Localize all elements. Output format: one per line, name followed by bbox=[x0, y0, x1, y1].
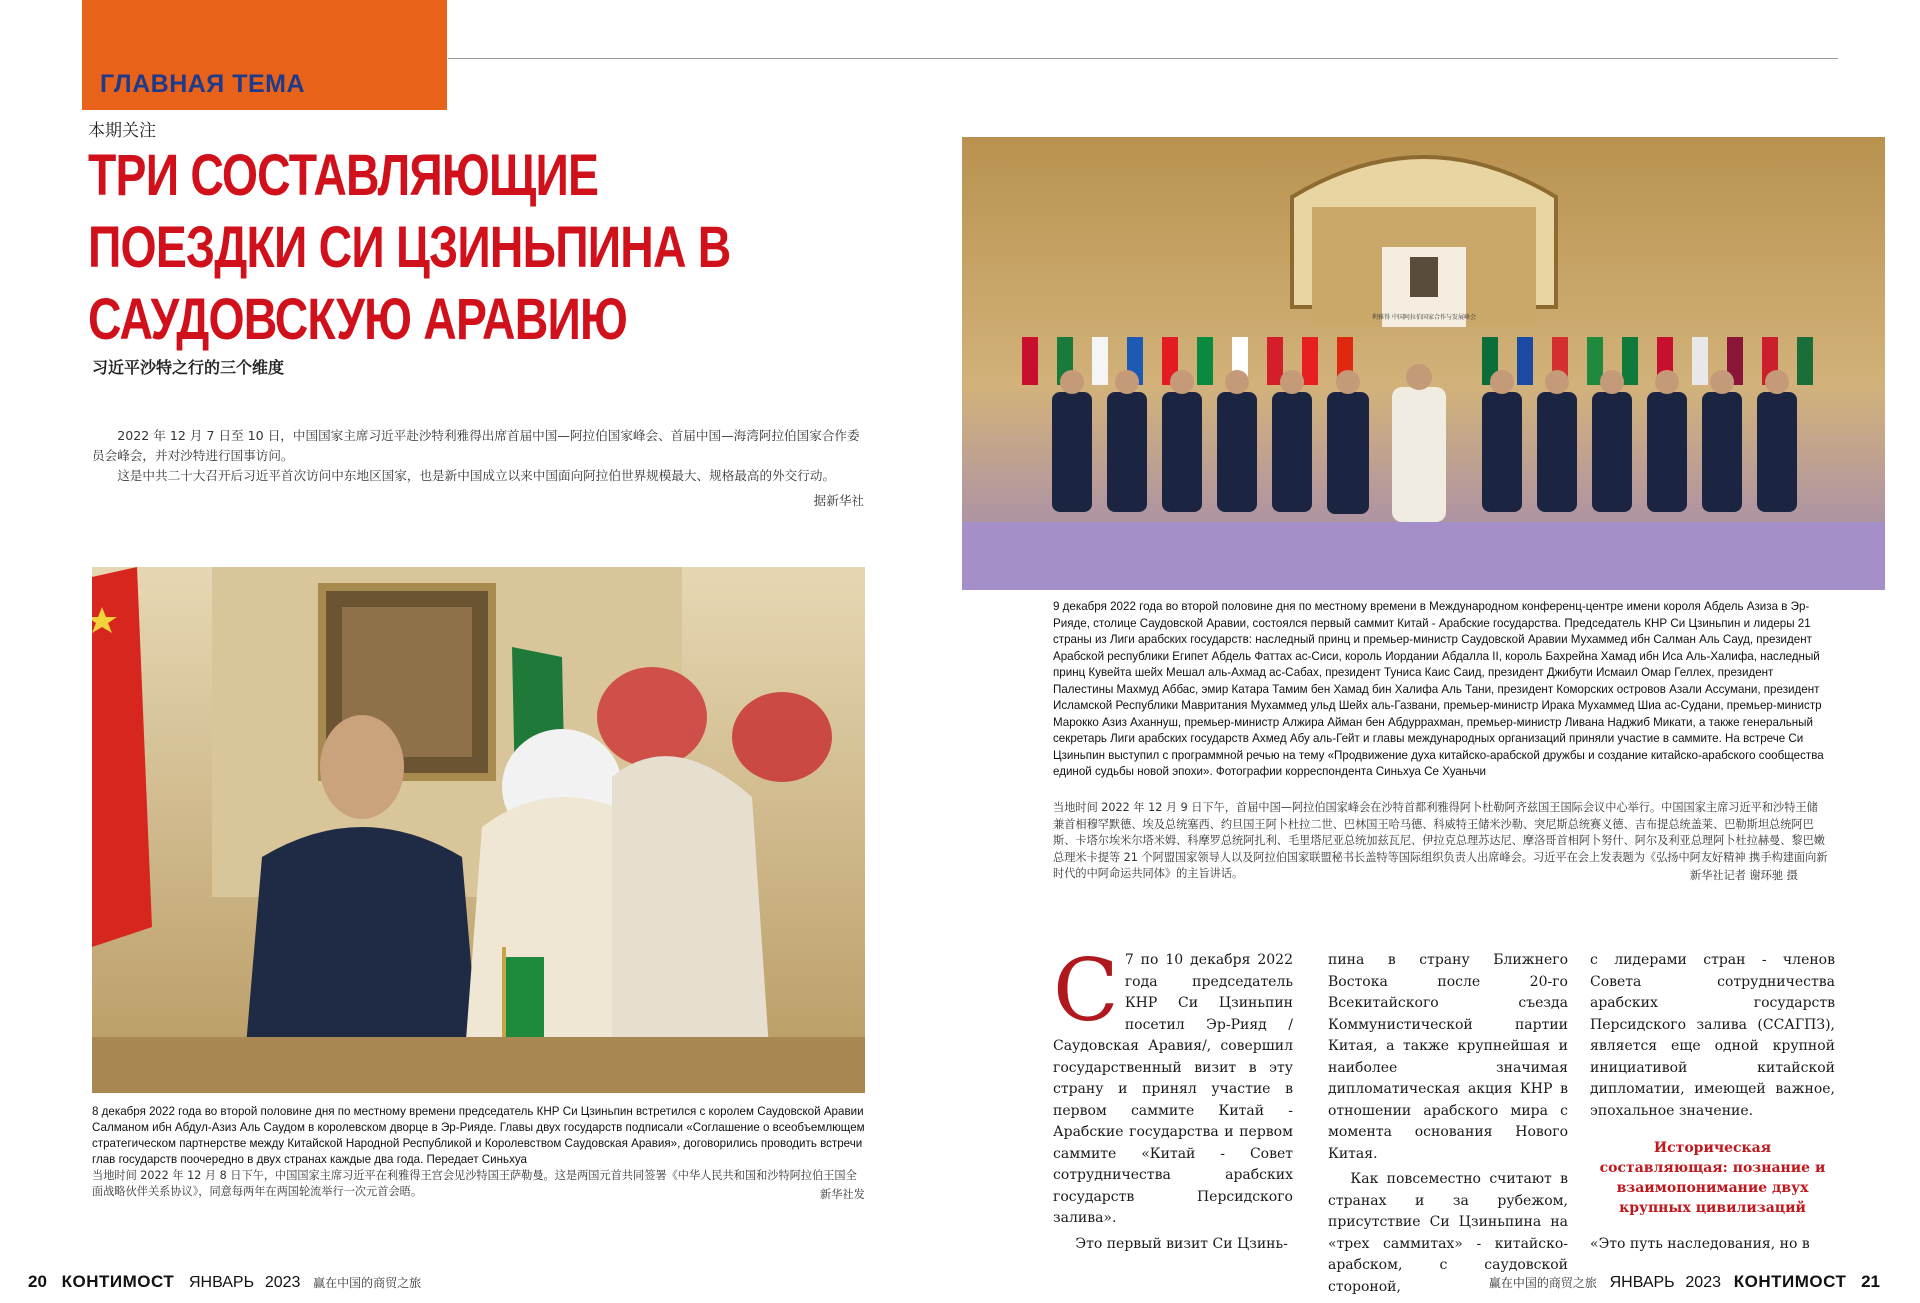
magazine-brand: КОНТИМОСТ bbox=[1733, 1272, 1847, 1291]
issue-year: 2023 bbox=[1685, 1274, 1721, 1291]
issue-month: ЯНВАРЬ bbox=[189, 1274, 255, 1291]
page-number: 21 bbox=[1861, 1272, 1880, 1291]
body-column-3 bbox=[1590, 950, 1835, 1256]
photo-left-caption-zh: 当地时间 2022 年 12 月 8 日下午，中国国家主席习近平在利雅得王宫会见沙特国王萨勒曼。这是两国元首共同签署《中华人民共和国和沙特阿拉伯王国全面战略伙伴关系协议》，同意每两年在两国轮流举行一次元首会晤。 bbox=[92, 1169, 857, 1198]
issue-month: ЯНВАРЬ bbox=[1609, 1274, 1675, 1291]
photo-handshake-illustration bbox=[92, 567, 865, 1093]
photo-handshake bbox=[92, 567, 865, 1093]
header-rule bbox=[448, 58, 1838, 59]
drop-cap: С bbox=[1053, 941, 1119, 1041]
intro-credit: 据新华社 bbox=[813, 493, 864, 508]
section-label: ГЛАВНАЯ ТЕМА bbox=[100, 70, 306, 98]
footer-left bbox=[28, 1272, 421, 1292]
summit-banner-text: 利雅得 中国阿拉伯国家合作与发展峰会 bbox=[1372, 314, 1476, 321]
article-headline: ТРИ СОСТАВЛЯЮЩИЕ ПОЕЗДКИ СИ ЦЗИНЬПИНА В САУДОВСКУЮ АРАВИЮ bbox=[88, 143, 731, 352]
body-column-2 bbox=[1328, 950, 1568, 1298]
magazine-slogan-zh: 赢在中国的商贸之旅 bbox=[313, 1276, 422, 1290]
body-paragraph: 7 по 10 декабря 2022 года председатель КНР Си Цзиньпин посетил Эр-Рияд / Саудовская Аравия/, совершил государственный визит в эту страну и принял участие в первом саммите Китай - Арабские государства и первом саммите «Китай - Совет сотрудничества арабских государств Персидского залива». bbox=[1053, 952, 1293, 1226]
photo-right-caption-zh: 当地时间 2022 年 12 月 9 日下午，首届中国—阿拉伯国家峰会在沙特首都利雅得阿卜杜勒阿齐兹国王国际会议中心举行。中国国家主席习近平和沙特王储兼首相穆罕默德、埃及总统塞西、约旦国王阿卜杜拉二世、巴林国王哈马德、科威特王储米沙勒、突尼斯总统赛义德、吉布提总统盖莱、巴勒斯坦总统阿巴斯、卡塔尔埃米尔塔米姆、科摩罗总统阿扎利、毛里塔尼亚总统加兹瓦尼、伊拉克总理苏达尼、摩洛哥首相阿卜努什、阿尔及利亚总理阿卜杜拉赫曼、黎巴嫩总理米卡提等 21 个阿盟国家领导人以及阿拉伯国家联盟秘书长盖特等国际组织负责人出席峰会。习近平在会上发表题为《弘扬中阿友好精神 携手构建面向新时代的中阿命运共同体》的主旨讲话。 bbox=[1053, 801, 1828, 880]
photo-summit-group bbox=[962, 137, 1885, 590]
issue-year: 2023 bbox=[264, 1274, 301, 1291]
section-subheading: Историческая составляющая: познание и взаимопонимание двух крупных цивилизаций bbox=[1599, 1140, 1826, 1216]
photo-left-credit: 新华社发 bbox=[820, 1188, 865, 1201]
section-kicker: 本期关注 bbox=[88, 121, 156, 141]
magazine-slogan-zh: 赢在中国的商贸之旅 bbox=[1488, 1276, 1597, 1290]
photo-right-credit: 新华社记者 谢环驰 摄 bbox=[1690, 869, 1798, 882]
footer-right bbox=[1489, 1272, 1890, 1292]
body-paragraph: пина в страну Ближнего Востока после 20-го Всекитайского съезда Коммунистической партии Китая, а также крупнейшая и наиболее значимая дипломатическая акция КНР в отношении арабского мира с момента основания Нового Китая. bbox=[1328, 952, 1568, 1162]
article-subtitle-zh: 习近平沙特之行的三个维度 bbox=[92, 358, 285, 377]
body-paragraph: Как повсеместно считают в странах и за рубежом, присутствие Си Цзиньпина на «трех саммитах» - китайско-арабском, с саудовской стороной, bbox=[1328, 1171, 1568, 1295]
body-paragraph: «Это путь наследования, но в bbox=[1590, 1236, 1810, 1252]
photo-summit-illustration bbox=[962, 137, 1885, 590]
body-paragraph: Это первый визит Си Цзинь- bbox=[1075, 1235, 1288, 1252]
body-column-1 bbox=[1053, 941, 1293, 1255]
intro-text bbox=[92, 426, 864, 486]
photo-left-caption: 8 декабря 2022 года во второй половине дня по местному времени председатель КНР Си Цзиньпин встретился с королем Саудовской Аравии Салманом ибн Абдул-Азиз Аль Саудом в королевском дворце в Эр-Рияде. Главы двух государств подписали «Соглашение о всеобъемлющем стратегическом партнерстве между Китайской Народной Республикой и Королевством Саудовская Аравия», договорились проводить встречи глав государств поочередно в двух странах каждые два года. Передает Синьхуа bbox=[92, 1105, 865, 1166]
body-paragraph: с лидерами стран - членов Совета сотрудничества арабских государств Персидского залива (ССАГПЗ), является еще одной крупной инициативой китайской дипломатии, имеющей важное, эпохальное значение. bbox=[1590, 952, 1835, 1119]
intro-paragraph: 2022 年 12 月 7 日至 10 日，中国国家主席习近平赴沙特利雅得出席首届中国—阿拉伯国家峰会、首届中国—海湾阿拉伯国家合作委员会峰会，并对沙特进行国事访问。 bbox=[92, 428, 860, 463]
page-number: 20 bbox=[28, 1272, 47, 1291]
magazine-brand: КОНТИМОСТ bbox=[61, 1272, 175, 1291]
photo-right-caption: 9 декабря 2022 года во второй половине дня по местному времени в Международном конференц-центре имени короля Абдель Азиза в Эр-Рияде, столице Саудовской Аравии, состоялся первый саммит Китай - Арабские государства. Председатель КНР Си Цзиньпин и лидеры 21 страны из Лиги арабских государств: наследный принц и премьер-министр Саудовской Аравии Мухаммед ибн Салман Аль Сауд, президент Арабской республики Египет Абдель Фаттах ас-Сиси, король Иордании Абдалла II, король Бахрейна Хамад ибн Иса Аль-Халифа, наследный принц Кувейта шейх Мешал аль-Ахмад ас-Сабах, президент Туниса Каис Саид, президент Джибути Исмаил Омар Геллех, президент Палестины Махмуд Аббас, эмир Катара Тамим бен Хамад бин Халифа Аль Тани, президент Коморских островов Азали Ассумани, президент Исламской Республики Мавритания Мухаммед ульд Шейх аль-Газвани, премьер-министр Ирака Мухаммед Шиа ас-Судани, премьер-министр Марокко Азиз Аханнуш, премьер-министр Алжира Айман бен Абдуррахман, премьер-министр Ливана Наджиб Микати, а также генеральный секретарь Лиги арабских государств Ахмед Абу аль-Гейт и главы международных организаций приняли участие в саммите. На встрече Си Цзиньпин выступил с программной речью на тему «Продвижение духа китайско-арабской дружбы и создание китайско-арабского сообщества единой судьбы новой эпохи». Фотографии корреспондента Синьхуа Се Хуаньчи bbox=[1053, 600, 1824, 778]
intro-paragraph: 这是中共二十大召开后习近平首次访问中东地区国家，也是新中国成立以来中国面向阿拉伯世界规模最大、规格最高的外交行动。 bbox=[117, 468, 836, 483]
